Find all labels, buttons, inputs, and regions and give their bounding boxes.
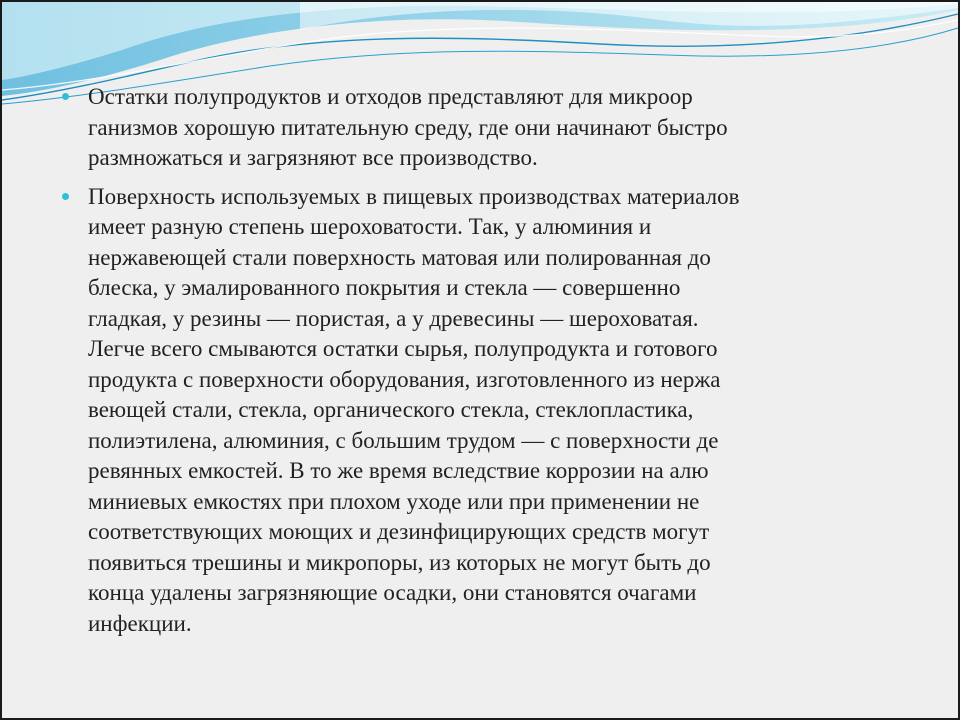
bullet-text-line: Легче всего смываются остатки сырья, полупродукта и готового — [88, 336, 718, 361]
bullet-text-line: инфекции. — [88, 610, 192, 636]
bullet-text — [88, 182, 902, 640]
bullet-dot-icon — [62, 93, 69, 100]
bullet-text-line: гладкая, у резины — пористая, а у древесины — шероховатая. — [88, 305, 699, 331]
bullet-text-line: нержавеющей стали поверхность матовая или полированная до — [88, 244, 711, 270]
bullet-text-line: соответствующих моющих и дезинфицирующих средств могут — [88, 519, 710, 544]
bullet-item — [62, 182, 902, 640]
bullet-text-line: блеска, у эмалированного покрытия и стекла — совершенно — [88, 275, 681, 300]
bullet-text-line: ревянных емкостей. В то же время вследствие коррозии на алю — [88, 458, 709, 483]
bullet-text-line: появиться трешины и микропоры, из которых не могут быть до — [88, 549, 711, 575]
bullet-text-line: продукта с поверхности оборудования, изготовленного из нержа — [88, 366, 721, 392]
bullet-text — [88, 82, 902, 174]
content-area — [62, 82, 902, 647]
bullet-text-line: полиэтилена, алюминия, с большим трудом — с поверхности де — [88, 427, 719, 453]
bullet-text-line: веющей стали, стекла, органического стекла, стеклопластика, — [88, 397, 694, 422]
bullet-text-line: Поверхность используемых в пищевых производствах материалов — [88, 183, 740, 209]
bullet-text-line: имеет разную степень шероховатости. Так, у алюминия и — [88, 214, 652, 239]
bullet-dot-icon — [62, 193, 69, 200]
bullet-item — [62, 82, 902, 174]
bullet-text-line: ганизмов хорошую питательную среду, где они начинают быстро — [88, 114, 728, 140]
bullet-text-line: конца удалены загрязняющие осадки, они становятся очагами — [88, 580, 697, 605]
bullet-text-line: Остатки полупродуктов и отходов представляют для микроор — [88, 84, 693, 109]
bullet-list — [62, 82, 902, 639]
bullet-text-line: размножаться и загрязняют все производство. — [88, 145, 538, 170]
bullet-text-line: миниевых емкостях при плохом уходе или при применении не — [88, 488, 700, 514]
